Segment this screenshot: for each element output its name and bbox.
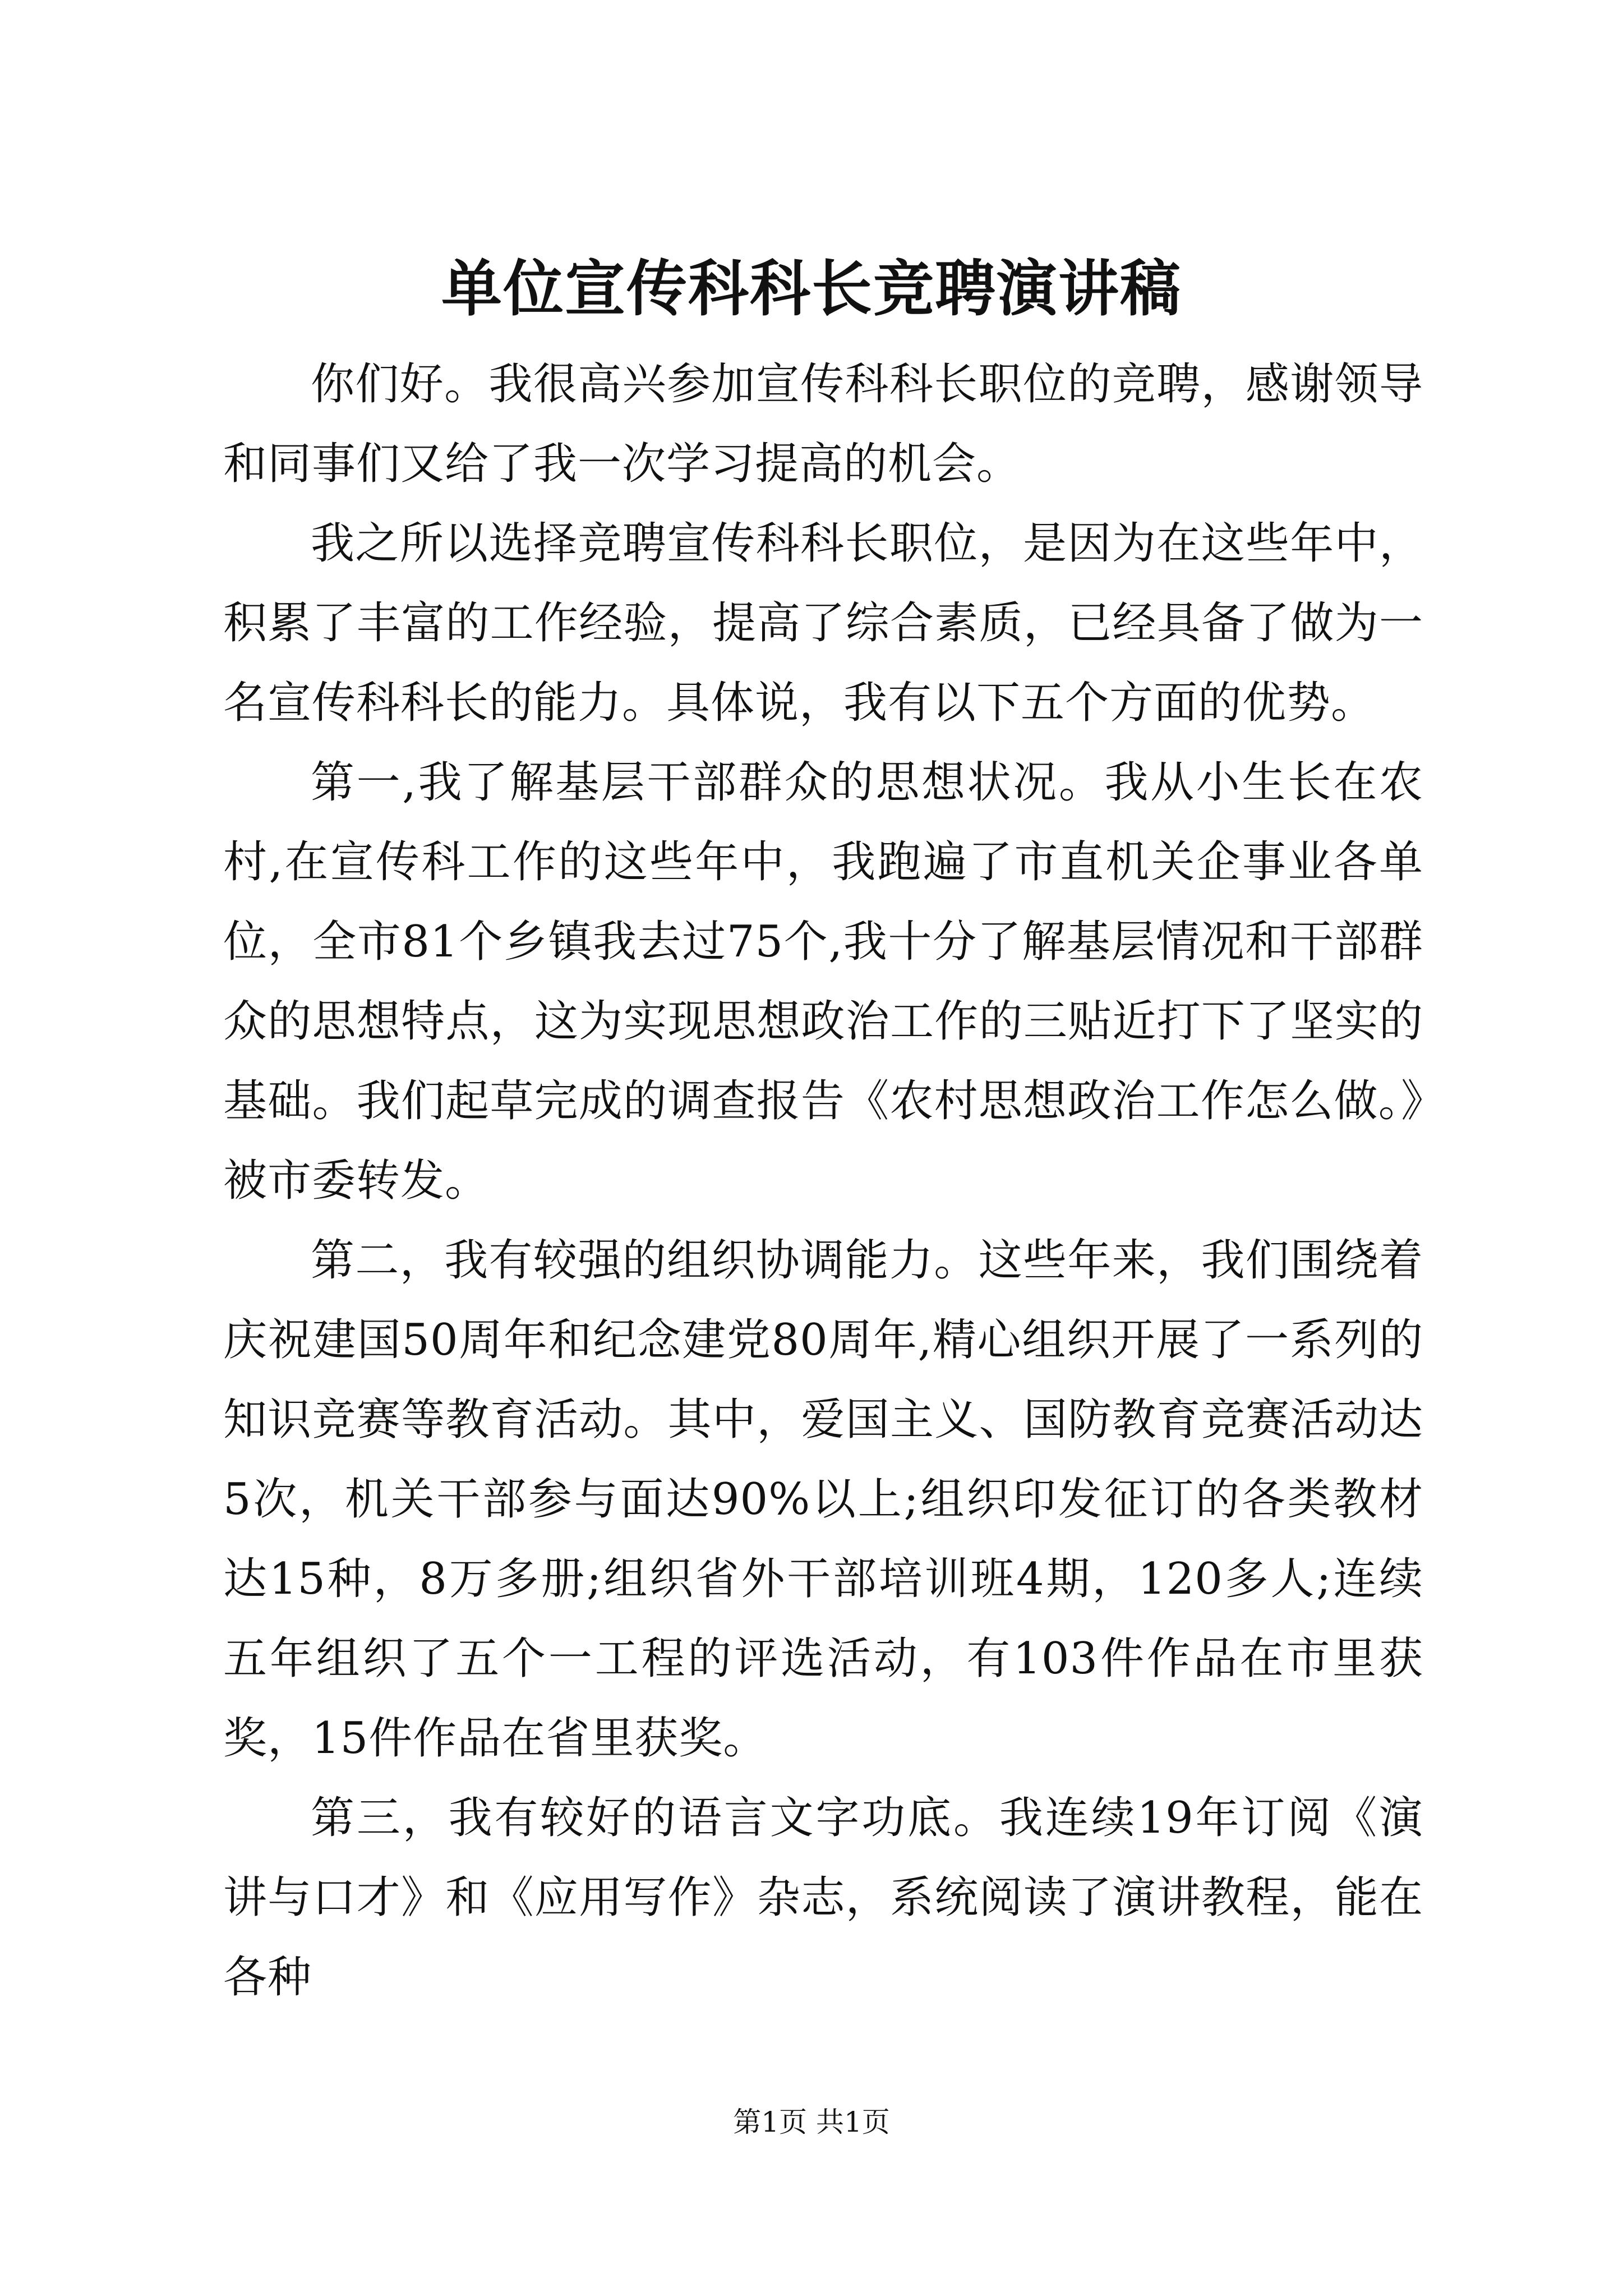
paragraph-advantage-2: 第二，我有较强的组织协调能力。这些年来，我们围绕着庆祝建国50周年和纪念建党80周年,精心组织开展了一系列的知识竞赛等教育活动。其中，爱国主义、国防教育竞赛活动达5次，机关干部参与面达90%以上;组织印发征订的各类教材达15种，8万多册;组织省外干部培训班4期，120多人;连续五年组织了五个一工程的评选活动，有103件作品在市里获奖，15件作品在省里获奖。: [223, 1235, 1423, 1764]
paragraph-advantage-1: 第一,我了解基层干部群众的思想状况。我从小生长在农村,在宣传科工作的这些年中，我跑遍了市直机关企事业各单位，全市81个乡镇我去过75个,我十分了解基层情况和干部群众的思想特点，这为实现思想政治工作的三贴近打下了坚实的基础。我们起草完成的调查报告《农村思想政治工作怎么做。》被市委转发。: [223, 757, 1423, 1206]
paragraph-advantage-3: 第三，我有较好的语言文字功底。我连续19年订阅《演讲与口才》和《应用写作》杂志，系统阅读了演讲教程，能在各种: [223, 1793, 1423, 2003]
document-title: 单位宣传科科长竞聘演讲稿: [441, 254, 1182, 324]
paragraph-reason: 我之所以选择竞聘宣传科科长职位，是因为在这些年中，积累了丰富的工作经验，提高了综合素质，已经具备了做为一名宣传科科长的能力。具体说，我有以下五个方面的优势。: [223, 518, 1423, 728]
paragraph-greeting: 你们好。我很高兴参加宣传科科长职位的竞聘，感谢领导和同事们又给了我一次学习提高的机会。: [223, 359, 1423, 489]
page-number-footer: 第1页 共1页: [733, 2106, 890, 2138]
document-body: [223, 344, 1423, 2017]
